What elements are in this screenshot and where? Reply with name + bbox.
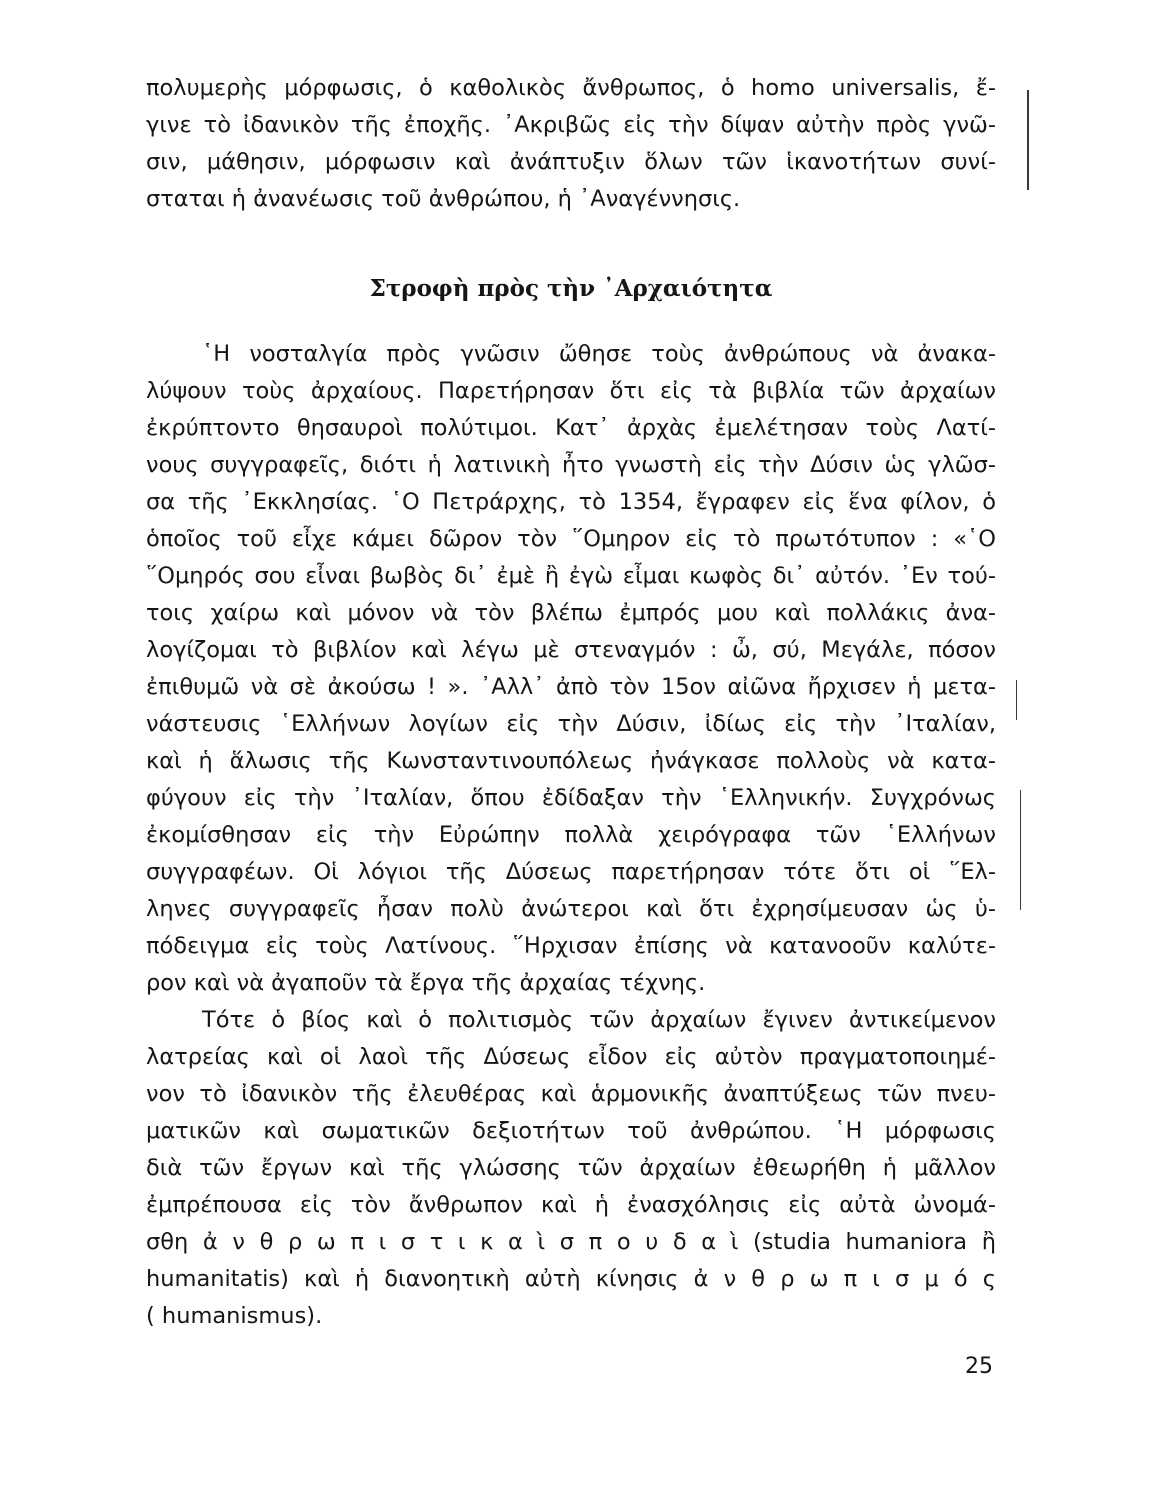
text-line: φύγουν εἰς τὴν ᾿Ιταλίαν, ὅπου ἐδίδαξαν τὴν ῾Ελληνικήν. Συγχρόνως bbox=[146, 785, 996, 811]
text-line: τοις χαίρω καὶ μόνον νὰ τὸν βλέπω ἐμπρός μου καὶ πολλάκις ἀνα- bbox=[146, 600, 996, 626]
intro-paragraph bbox=[146, 70, 996, 218]
text-line: ματικῶν καὶ σωματικῶν δεξιοτήτων τοῦ ἀνθρώπου. ῾Η μόρφωσις bbox=[146, 1118, 996, 1144]
text-line: πολυμερὴς μόρφωσις, ὁ καθολικὸς ἄνθρωπος, ὁ homo universalis, ἔ- bbox=[146, 75, 996, 101]
text-line: ἐπιθυμῶ νὰ σὲ ἀκούσω ! ». ᾿Αλλ᾿ ἀπὸ τὸν 15ον αἰῶνα ἤρχισεν ἡ μετα- bbox=[146, 674, 996, 700]
text-line: πόδειγμα εἰς τοὺς Λατίνους. ῞Ηρχισαν ἐπίσης νὰ κατανοοῦν καλύτε- bbox=[146, 933, 996, 959]
text-line: ἐκρύπτοντο θησαυροὶ πολύτιμοι. Κατ᾿ ἀρχὰς ἐμελέτησαν τοὺς Λατί- bbox=[146, 415, 996, 441]
text-line: λύψουν τοὺς ἀρχαίους. Παρετήρησαν ὅτι εἰς τὰ βιβλία τῶν ἀρχαίων bbox=[146, 378, 996, 404]
text-line: ὁποῖος τοῦ εἶχε κάμει δῶρον τὸν ῞Ομηρον εἰς τὸ πρωτότυπον : «῾Ο bbox=[146, 526, 996, 552]
text-line: ἐμπρέπουσα εἰς τὸν ἄνθρωπον καὶ ἡ ἐνασχόλησις εἰς αὐτὰ ὠνομά- bbox=[146, 1192, 996, 1218]
text-line: ληνες συγγραφεῖς ἦσαν πολὺ ἀνώτεροι καὶ ὅτι ἐχρησίμευσαν ὡς ὑ- bbox=[146, 896, 996, 922]
page-number: 25 bbox=[965, 1354, 993, 1379]
text-line: ῞Ομηρός σου εἶναι βωβὸς δι᾿ ἐμὲ ἢ ἐγὼ εἶμαι κωφὸς δι᾿ αὐτόν. ᾿Εν τού- bbox=[146, 563, 996, 589]
section-heading: Στροφὴ πρὸς τὴν ᾿Αρχαιότητα bbox=[369, 275, 773, 302]
text-line: διὰ τῶν ἔργων καὶ τῆς γλώσσης τῶν ἀρχαίων ἐθεωρήθη ἡ μᾶλλον bbox=[146, 1155, 996, 1181]
text-line: συγγραφέων. Οἱ λόγιοι τῆς Δύσεως παρετήρησαν τότε ὅτι οἱ ῞Ελ- bbox=[146, 859, 996, 885]
text-line: ῾Η νοσταλγία πρὸς γνῶσιν ὤθησε τοὺς ἀνθρώπους νὰ ἀνακα- bbox=[202, 341, 996, 367]
text-line: Τότε ὁ βίος καὶ ὁ πολιτισμὸς τῶν ἀρχαίων ἔγινεν ἀντικείμενον bbox=[202, 1007, 996, 1033]
text-line: σθη ἀ ν θ ρ ω π ι σ τ ι κ α ὶ σ π ο υ δ α ὶ (studia humaniora ἢ bbox=[146, 1229, 996, 1255]
margin-scan-mark bbox=[1027, 90, 1029, 190]
text-line: σιν, μάθησιν, μόρφωσιν καὶ ἀνάπτυξιν ὅλων τῶν ἱκανοτήτων συνί- bbox=[146, 149, 996, 175]
margin-scan-mark bbox=[1020, 790, 1021, 910]
text-line: νον τὸ ἰδανικὸν τῆς ἐλευθέρας καὶ ἁρμονικῆς ἀναπτύξεως τῶν πνευ- bbox=[146, 1081, 996, 1107]
text-line: ἐκομίσθησαν εἰς τὴν Εὐρώπην πολλὰ χειρόγραφα τῶν ῾Ελλήνων bbox=[146, 822, 996, 848]
text-line: γινε τὸ ἰδανικὸν τῆς ἐποχῆς. ᾿Ακριβῶς εἰς τὴν δίψαν αὐτὴν πρὸς γνῶ- bbox=[146, 112, 996, 138]
text-line: ( humanismus). bbox=[146, 1303, 323, 1329]
margin-scan-mark bbox=[1016, 680, 1017, 720]
body-paragraphs bbox=[146, 336, 996, 1335]
text-line: καὶ ἡ ἅλωσις τῆς Κωνσταντινουπόλεως ἠνάγκασε πολλοὺς νὰ κατα- bbox=[146, 748, 996, 774]
text-line: λογίζομαι τὸ βιβλίον καὶ λέγω μὲ στεναγμόν : ὦ, σύ, Μεγάλε, πόσον bbox=[146, 637, 996, 663]
text-line: νάστευσις ῾Ελλήνων λογίων εἰς τὴν Δύσιν, ἰδίως εἰς τὴν ᾿Ιταλίαν, bbox=[146, 711, 996, 737]
text-line: σταται ἡ ἀνανέωσις τοῦ ἀνθρώπου, ἡ ᾿Αναγέννησις. bbox=[146, 186, 741, 212]
text-line: σα τῆς ᾿Εκκλησίας. ῾Ο Πετράρχης, τὸ 1354, ἔγραφεν εἰς ἕνα φίλον, ὁ bbox=[146, 489, 996, 515]
text-line: νους συγγραφεῖς, διότι ἡ λατινικὴ ἦτο γνωστὴ εἰς τὴν Δύσιν ὡς γλῶσ- bbox=[146, 452, 996, 478]
text-line: humanitatis) καὶ ἡ διανοητικὴ αὐτὴ κίνησις ἀ ν θ ρ ω π ι σ μ ό ς bbox=[146, 1266, 996, 1292]
text-line: λατρείας καὶ οἱ λαοὶ τῆς Δύσεως εἶδον εἰς αὐτὸν πραγματοποιημέ- bbox=[146, 1044, 996, 1070]
text-line: ρον καὶ νὰ ἀγαποῦν τὰ ἔργα τῆς ἀρχαίας τέχνης. bbox=[146, 970, 706, 996]
